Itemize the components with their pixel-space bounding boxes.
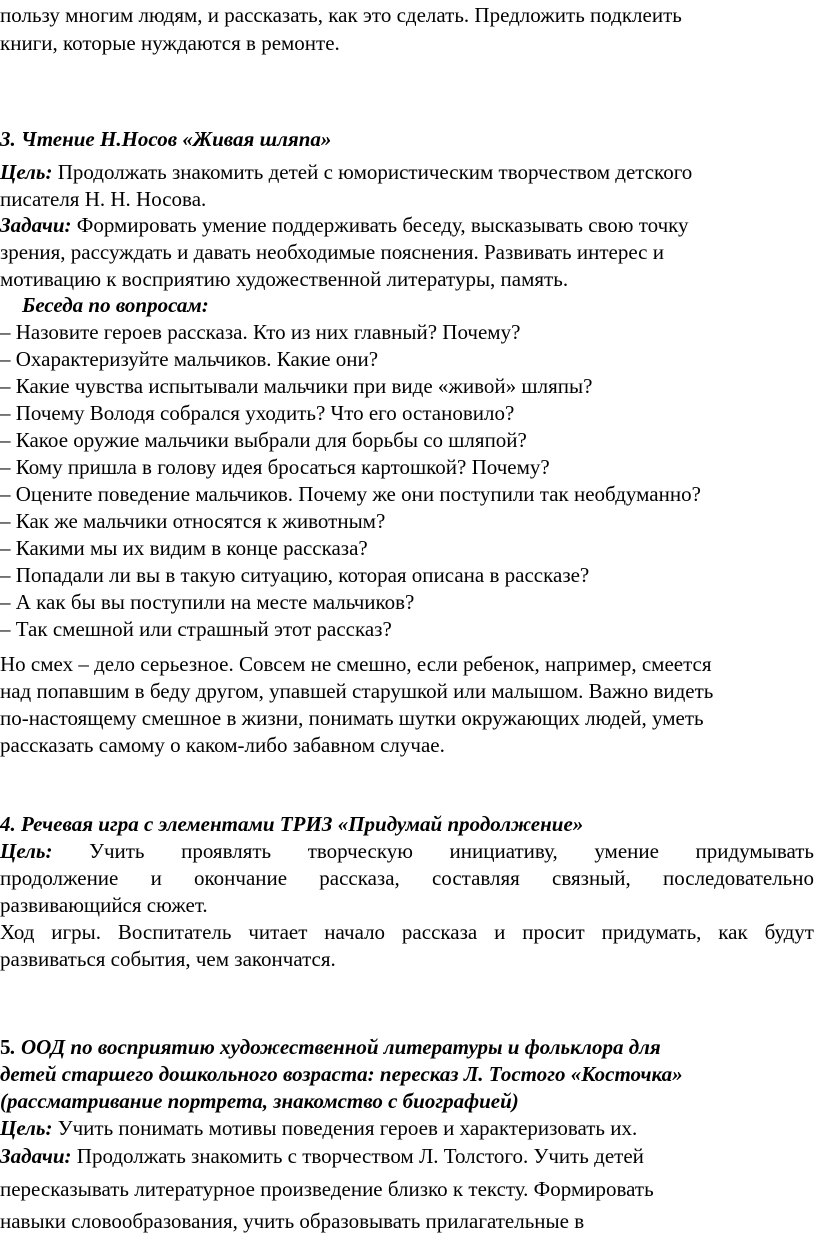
s5-goal-line — [0, 1115, 637, 1141]
question-item: – Охарактеризуйте мальчиков. Какие они? — [0, 347, 379, 371]
s3-paragraph-line-1: Но смех – дело серьезное. Совсем не смешно, если ребенок, например, смеется — [0, 652, 712, 676]
question-item: – Оцените поведение мальчиков. Почему же они поступили так необдуманно? — [0, 482, 701, 506]
s4-goal-line-3: развивающийся сюжет. — [0, 893, 208, 917]
s4-game-move-line-1: Ход игры. Воспитатель читает начало рассказа и просит придумать, как будут — [0, 920, 814, 944]
s3-tasks-text-1: Формировать умение поддерживать беседу, высказывать свою точку — [71, 213, 689, 237]
s4-goal-line-1 — [0, 838, 814, 864]
s3-tasks-label: Задачи: — [0, 213, 72, 237]
question-item: – Какое оружие мальчики выбрали для борьбы со шляпой? — [0, 428, 527, 452]
s4-goal-line-2: продолжение и окончание рассказа, составляя связный, последовательно — [0, 866, 814, 890]
section-5-heading-line-3: (рассматривание портрета, знакомство с биографией) — [0, 1089, 519, 1113]
s5-tasks-line-1 — [0, 1143, 644, 1169]
section-5-heading-line-1 — [0, 1034, 661, 1060]
s3-tasks-line-1 — [0, 212, 689, 238]
s3-talk-label: Беседа по вопросам: — [22, 293, 209, 317]
s5-heading-1: . ООД по восприятию художественной литературы и фольклора для — [10, 1035, 661, 1059]
s3-tasks-line-2: зрения, рассуждать и давать необходимые пояснения. Развивать интерес и — [0, 240, 664, 264]
s5-number: 5 — [0, 1035, 11, 1059]
section-3-heading: 3. Чтение Н.Носов «Живая шляпа» — [0, 127, 332, 151]
s5-tasks-text-1: Продолжать знакомить с творчеством Л. Толстого. Учить детей — [71, 1144, 644, 1168]
section-5-heading-line-2: детей старшего дошкольного возраста: пересказ Л. Тостого «Косточка» — [0, 1062, 683, 1086]
question-item: – Какие чувства испытывали мальчики при виде «живой» шляпы? — [0, 374, 593, 398]
s3-paragraph-line-2: над попавшим в беду другом, упавшей старушкой или малышом. Важно видеть — [0, 679, 714, 703]
s5-tasks-line-2: пересказывать литературное произведение близко к тексту. Формировать — [0, 1177, 654, 1201]
question-item: – Кому пришла в голову идея бросаться картошкой? Почему? — [0, 455, 550, 479]
s3-goal-label: Цель: — [0, 160, 53, 184]
intro-line-1: пользу многим людям, и рассказать, как это сделать. Предложить подклеить — [0, 3, 682, 27]
question-item: – Так смешной или страшный этот рассказ? — [0, 617, 392, 641]
s4-game-move-line-2: развиваться события, чем закончатся. — [0, 947, 336, 971]
question-item: – Попадали ли вы в такую ситуацию, которая описана в рассказе? — [0, 563, 590, 587]
s4-goal-text-1: Учить проявлять творческую инициативу, умение придумывать — [52, 839, 814, 863]
intro-line-2: книги, которые нуждаются в ремонте. — [0, 31, 340, 55]
question-item: – Назовите героев рассказа. Кто из них главный? Почему? — [0, 320, 521, 344]
question-item: – А как бы вы поступили на месте мальчиков? — [0, 590, 415, 614]
s5-goal-text: Учить понимать мотивы поведения героев и характеризовать их. — [52, 1116, 638, 1140]
s3-paragraph-line-4: рассказать самому о каком-либо забавном случае. — [0, 733, 445, 757]
question-item: – Как же мальчики относятся к животным? — [0, 509, 386, 533]
s3-paragraph-line-3: по-настоящему смешное в жизни, понимать шутки окружающих людей, уметь — [0, 706, 704, 730]
s5-tasks-label: Задачи: — [0, 1144, 72, 1168]
question-item: – Какими мы их видим в конце рассказа? — [0, 536, 368, 560]
s5-tasks-line-3: навыки словообразования, учить образовывать прилагательные в — [0, 1209, 585, 1233]
s3-goal-line-2: писателя Н. Н. Носова. — [0, 187, 207, 211]
s4-goal-label: Цель: — [0, 839, 53, 863]
s3-goal-line-1 — [0, 159, 692, 185]
section-4-heading: 4. Речевая игра с элементами ТРИЗ «Придумай продолжение» — [0, 812, 584, 836]
s3-tasks-line-3: мотивацию к восприятию художественной литературы, память. — [0, 267, 569, 291]
question-item: – Почему Володя собрался уходить? Что его остановило? — [0, 401, 515, 425]
s3-goal-text-1: Продолжать знакомить детей с юмористическим творчеством детского — [52, 160, 693, 184]
s5-goal-label: Цель: — [0, 1116, 53, 1140]
